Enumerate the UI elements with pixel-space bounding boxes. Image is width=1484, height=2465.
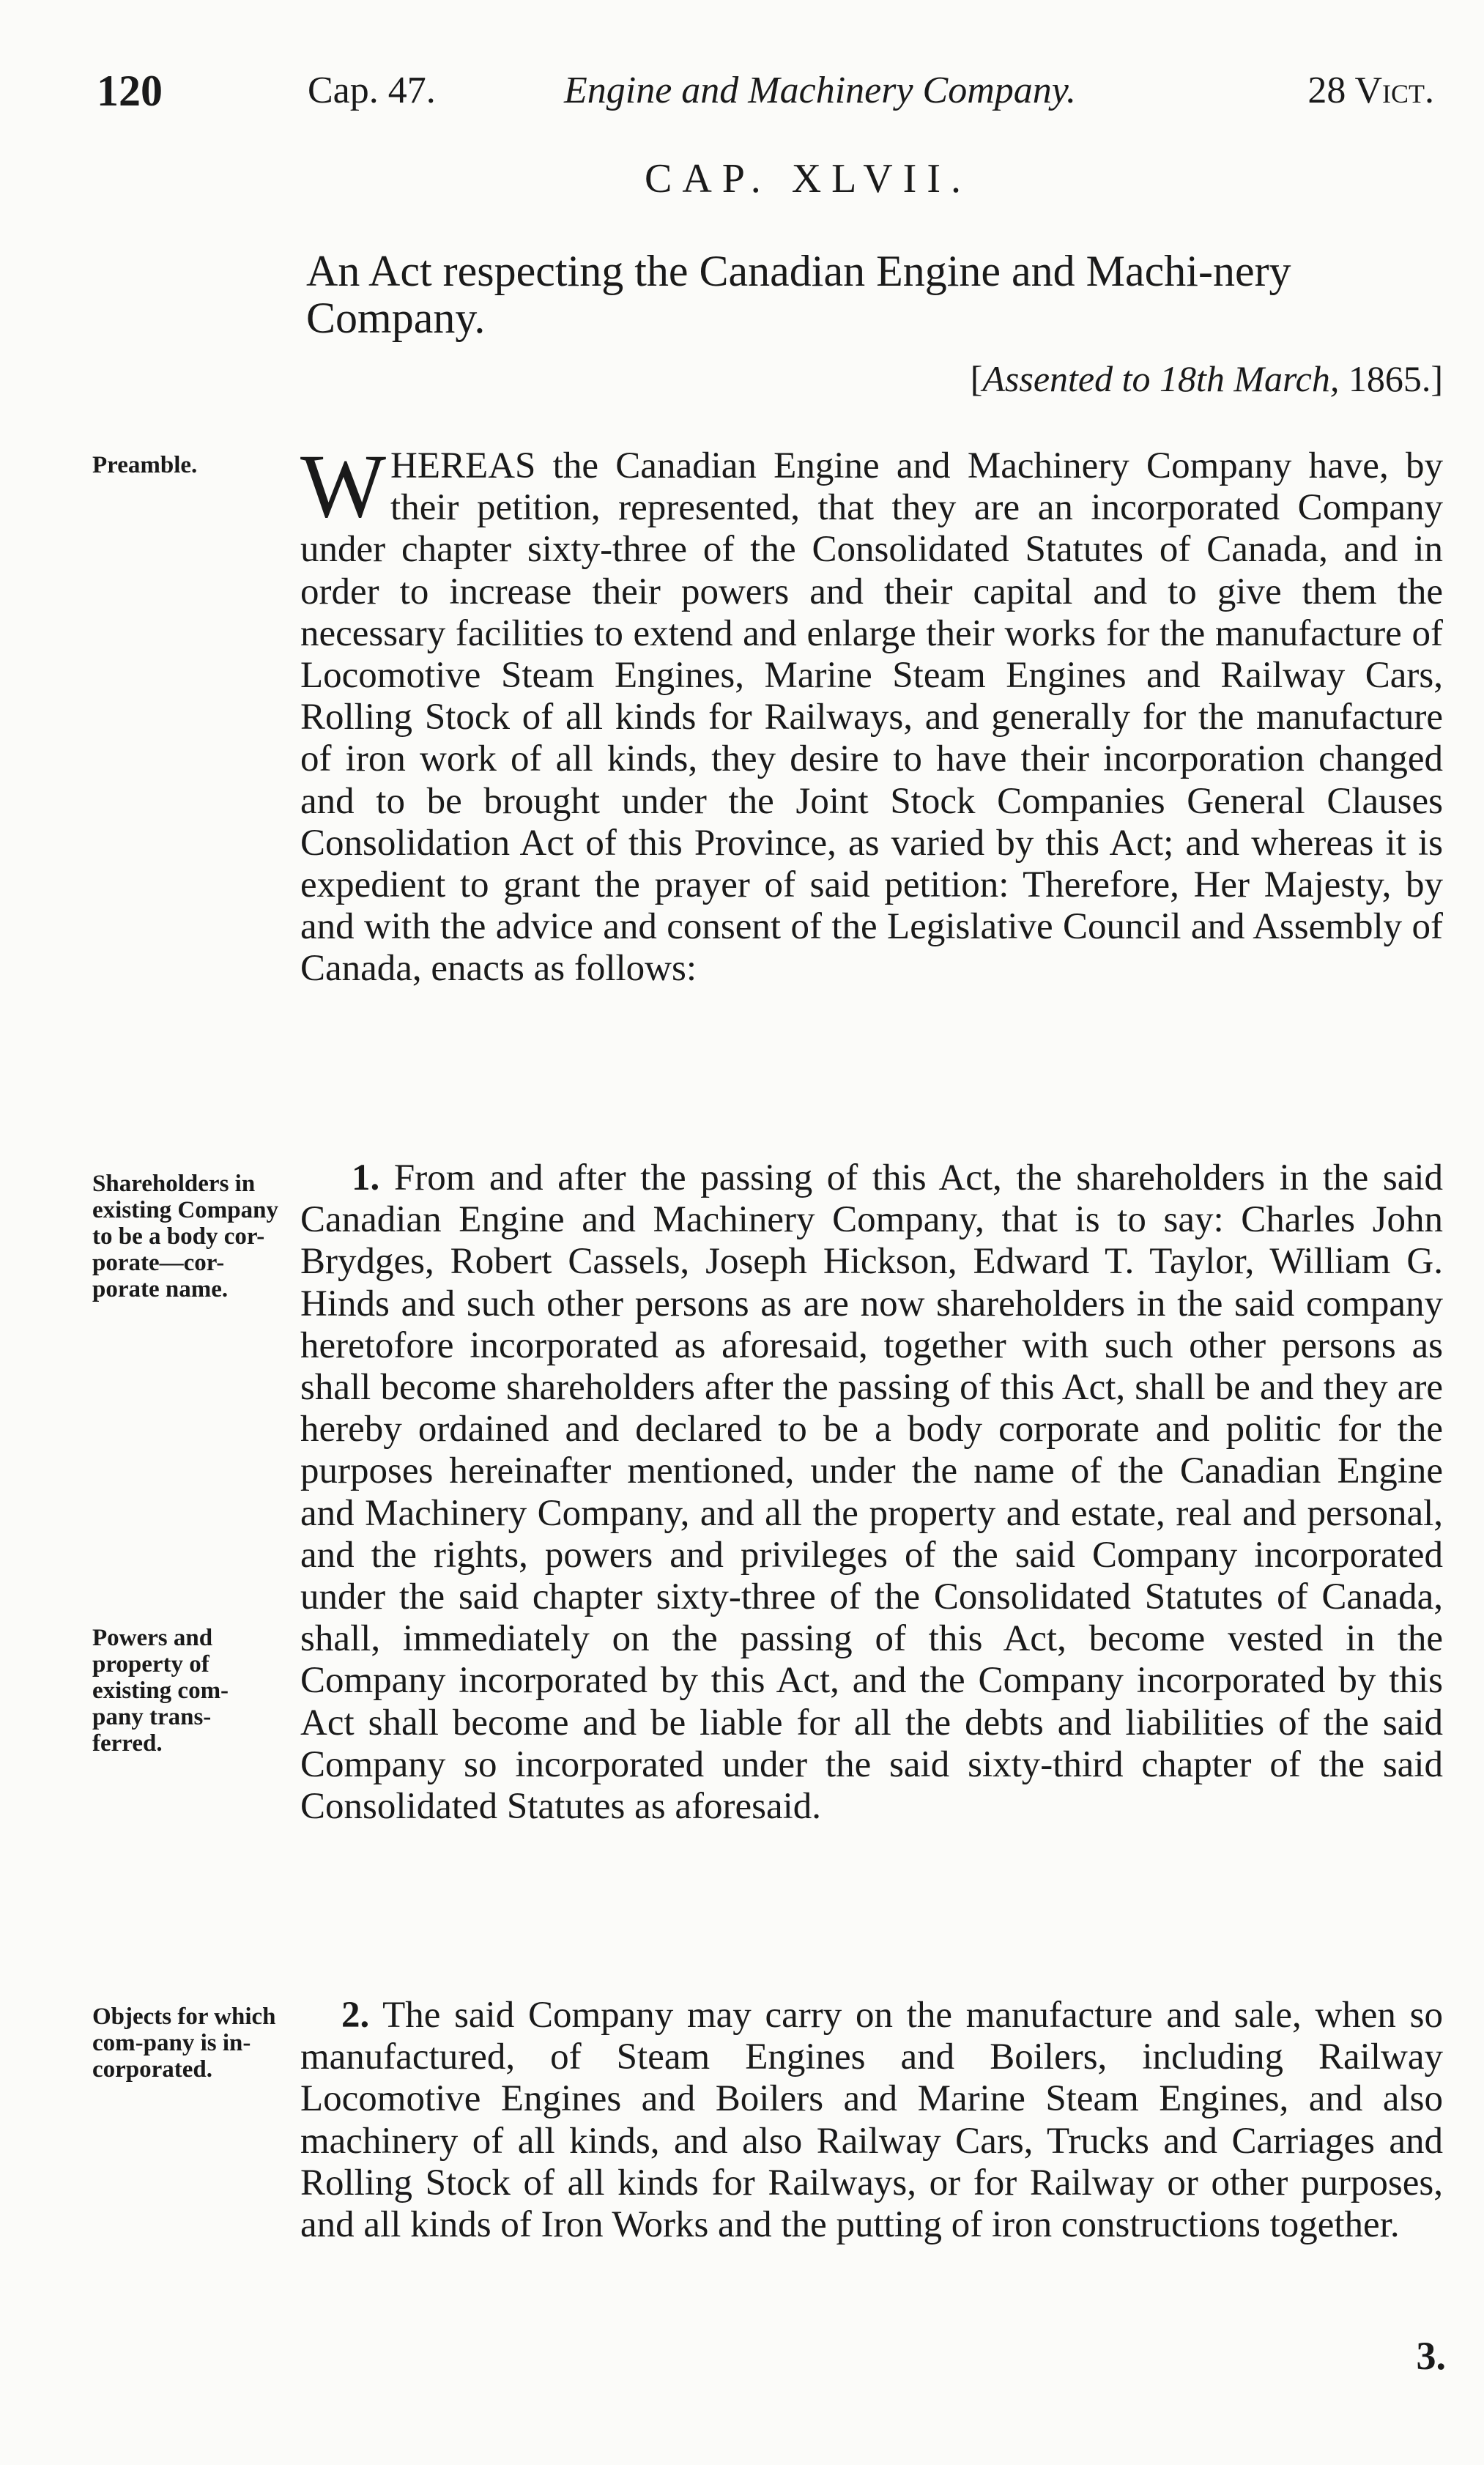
chapter-heading: CAP. XLVII. — [645, 156, 971, 201]
section-1-number: 1. — [352, 1157, 380, 1198]
assent-prefix: Assented to — [982, 358, 1151, 399]
drop-cap-initial: W — [300, 436, 387, 536]
page-number: 120 — [97, 67, 163, 115]
regnal-year: 28 Vict. — [1307, 70, 1434, 111]
margin-note-preamble: Preamble. — [92, 452, 198, 478]
assent-day-month: 18th March, — [1160, 358, 1340, 399]
preamble-text: HEREAS the Canadian Engine and Machinery Company have, by their petition, represented, that they are an incorporated Company under chapter sixty-three of the Consolidated Statutes of Canada, and in order to increase their powers and their capital and to give them the necessary facilities to extend and enlarge their works for the manufacture of Locomotive Steam Engines, Marine Steam Engines and Railway Cars, Rolling Stock of all kinds for Railways, and generally for the manufacture of iron work of all kinds, they desire to have their incorporation changed and to be brought under the Joint Stock Companies General Clauses Consolidation Act of this Province, as varied by this Act; and whereas it is expedient to grant the prayer of said petition: Therefore, Her Majesty, by and with the advice and consent of the Legislative Council and Assembly of Canada, enacts as follows: — [300, 445, 1443, 990]
assent-date: [Assented to 18th March, 1865.] — [970, 358, 1443, 399]
running-title: Engine and Machinery Company. — [564, 70, 1076, 111]
margin-note-objects: Objects for which com-pany is in-corporated. — [92, 2003, 276, 2083]
section-2-paragraph — [300, 1995, 1443, 2246]
running-header — [88, 66, 1440, 117]
act-title: An Act respecting the Canadian Engine and Machi-nery Company. — [306, 247, 1291, 342]
section-2-number: 2. — [341, 1995, 370, 2036]
section-1-text: From and after the passing of this Act, the shareholders in the said Canadian Engine and Machinery Company, that is to say: Charles John Brydges, Robert Cassels, Joseph Hickson, Edward T. Taylor, William G. Hinds and such other persons as are now shareholders in the said company heretofore incorporated as aforesaid, together with such other persons as shall become shareholders after the passing of this Act, shall be and they are hereby ordained and declared to be a body corporate and politic for the purposes hereinafter mentioned, under the name of the Canadian Engine and Machinery Company, and all the property and estate, real and personal, and the rights, powers and privileges of the said Company incorporated under the said chapter sixty-three of the Consolidated Statutes of Canada, shall, immediately on the passing of this Act, become vested in the Company incorporated by this Act, and the Company incorporated by this Act shall become and be liable for all the debts and liabilities of the said Company so incorporated under the said sixty-third chapter of the said Consolidated Statutes as aforesaid. — [300, 1157, 1443, 1828]
assent-year: 1865. — [1348, 358, 1431, 399]
section-2-text: The said Company may carry on the manufacture and sale, when so manufactured, of Steam Engines and Boilers, including Railway Locomotive Engines and Boilers and Marine Steam Engines, and also machinery of all kinds, and also Railway Cars, Trucks and Carriages and Rolling Stock of all kinds for Railways, or for Railway or other purposes, and all kinds of Iron Works and the putting of iron constructions together. — [300, 1995, 1443, 2246]
section-1-paragraph — [300, 1157, 1443, 1828]
preamble-paragraph — [300, 436, 1443, 990]
margin-note-shareholders: Shareholders in existing Company to be a body cor-porate—cor-porate name. — [92, 1171, 278, 1302]
catchword: 3. — [1416, 2334, 1446, 2378]
margin-note-powers: Powers and property of existing com-pany trans-ferred. — [92, 1625, 229, 1757]
chapter-reference: Cap. 47. — [308, 70, 436, 111]
